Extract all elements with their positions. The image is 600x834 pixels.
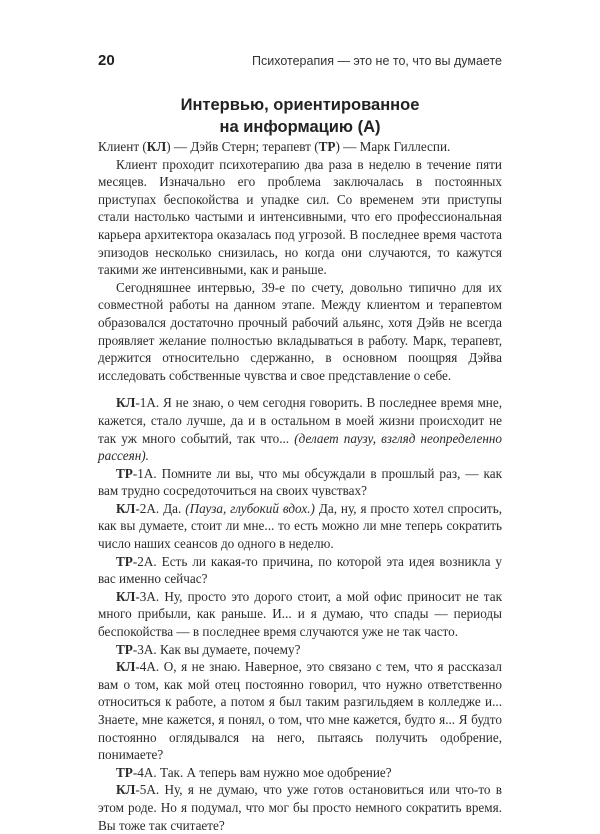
dialogue-line: ТР-3А. Как вы думаете, почему?	[116, 641, 301, 657]
section-title-line-1: Интервью, ориентированное	[180, 96, 420, 114]
dialogue-line: КЛ-1А. Я не знаю, о чем сегодня говорить. В последнее время мне, кажется, стало лучше, да и в остальном в моей жизни происходит не так уж много событий, так что... (делает паузу, взгляд неопределенно рассеян).	[98, 395, 502, 464]
dialogue-line: КЛ-3А. Ну, просто это дорого стоит, а мой офис приносит не так много прибыли, как раньше. И... и я думаю, что спады — периоды беспокойства — в последнее время случаются уже не так часто.	[98, 588, 502, 640]
intro-paragraph: Сегодняшнее интервью, 39-е по счету, довольно типично для их совместной работы на данном этапе. Между клиентом и терапевтом образовался достаточно прочный рабочий альянс, хотя Дэйв не всегда проявляет желание полностью вкладываться в работу. Марк, терапевт, держится относительно сдержанно, в основном поощряя Дэйва исследовать собственные чувства и свое представление о себе.	[98, 279, 502, 383]
dialogue-line: ТР-4А. Так. А теперь вам нужно мое одобрение?	[116, 764, 392, 780]
running-title: Психотерапия — это не то, что вы думаете	[252, 54, 502, 68]
page-body	[98, 138, 502, 834]
dialogue-line: КЛ-4А. О, я не знаю. Наверное, это связано с тем, что я рассказал вам о том, как мой отец постоянно говорил, что нужно ответственно относиться к работе, а потом я был таким разгильдяем в колледже и... Знаете, мне кажется, я понял, о том, что мне кажется, будто я... Я будто постоянно оглядывался на него, пытаясь получить одобрение, понимаете?	[98, 659, 502, 763]
dialogue-line: КЛ-2А. Да. (Пауза, глубокий вдох.) Да, ну, я просто хотел спросить, как вы думаете, стоит ли мне... то есть можно ли мне теперь сократить число наших сеансов до одного в неделю.	[98, 500, 503, 552]
section-title-line-2: на информацию (А)	[219, 118, 381, 136]
dialogue-line: ТР-1А. Помните ли вы, что мы обсуждали в прошлый раз, — как вам трудно сосредоточиться на своих чувствах?	[98, 465, 502, 499]
page-header	[98, 52, 502, 69]
dialogue	[98, 394, 502, 834]
intro-paragraph: Клиент проходит психотерапию два раза в неделю в течение пяти месяцев. Изначально его проблема заключалась в постоянных приступах беспокойства и упадке сил. Со временем эти приступы стали настолько частыми и интенсивными, что его профессиональная карьера архитектора оказалась под угрозой. В последнее время частота эпизодов несколько снизилась, но когда они случаются, то кажутся такими же интенсивными, как и раньше.	[98, 156, 502, 278]
dialogue-line: КЛ-5А. Ну, я не думаю, что уже готов остановиться или что-то в этом роде. Но я подумал, что мог бы просто немного сократить время. Вы тоже так считаете?	[98, 782, 502, 833]
page-number: 20	[98, 52, 115, 69]
participants-line: Клиент (КЛ) — Дэйв Стерн; терапевт (ТР) — Марк Гиллеспи.	[98, 139, 451, 154]
section-title	[98, 94, 502, 138]
dialogue-line: ТР-2А. Есть ли какая-то причина, по которой эта идея возникла у вас именно сейчас?	[98, 553, 502, 587]
